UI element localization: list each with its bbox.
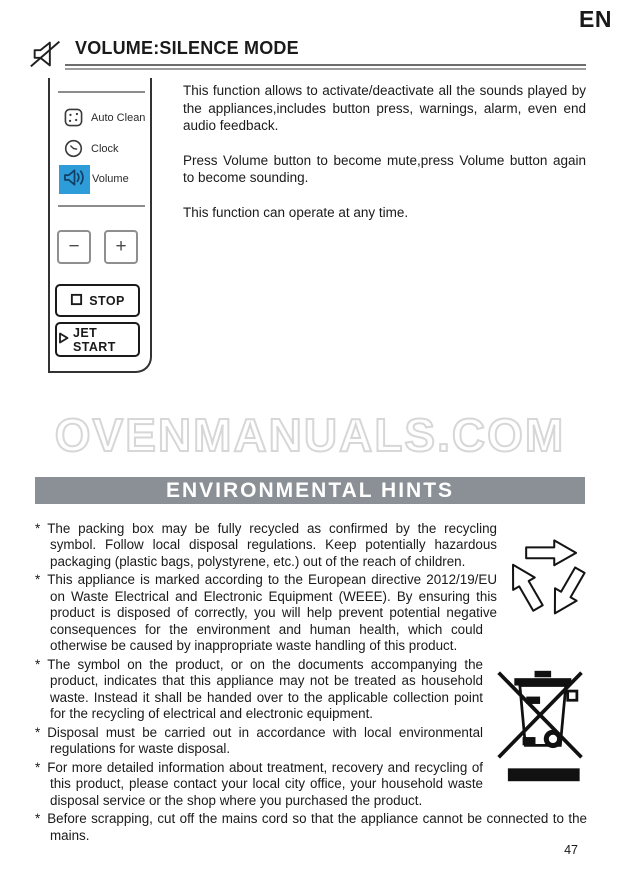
hint-item [35,811,587,844]
panel-divider [58,91,145,93]
stop-square-icon [70,293,83,309]
environmental-hints-header: ENVIRONMENTAL HINTS [35,477,585,504]
mute-speaker-icon [28,38,66,75]
hint-bullet: * [35,724,41,740]
watermark: OVENMANUALS.COM [54,409,566,461]
hint-bullet: * [35,759,41,775]
page-title: VOLUME:SILENCE MODE [75,38,299,58]
hint-text: Disposal must be carried out in accordance with local environmental regulations for waste disposal. [47,724,483,757]
hint-text: The packing box may be fully recycled as confirmed by the recycling symbol. Follow local disposal regulations. Keep potentially hazardous packaging (plastic bags, polystyrene, etc.) out of the reach of children. [47,521,497,569]
plus-button [104,230,138,264]
minus-glyph: − [68,236,80,257]
page-number: 47 [564,843,578,857]
hint-bullet: * [35,572,41,588]
intro-text [183,82,586,238]
menu-label-auto-clean: Auto Clean [91,112,146,124]
auto-clean-dots-icon [64,108,83,132]
speaker-volume-icon [62,166,87,194]
volume-highlight [59,165,90,194]
stop-button [55,284,140,317]
environmental-hints-body [35,521,587,846]
hint-text: Before scrapping, cut off the mains cord so that the appliance cannot be connected to the mains. [47,811,587,843]
stop-label: STOP [89,293,125,308]
crossed-out-wheeled-bin-icon [495,656,587,790]
title-underline-2 [65,68,586,70]
hint-item [35,572,587,654]
plus-glyph: + [115,236,127,257]
hint-text: This appliance is marked according to the European directive 2012/19/EU on Waste Electrical and Electronic Equipment (WEEE). By ensuring this product is disposed of correctly, you will help prevent potential negative consequences for the environment and human health, which could otherwise be caused by inappropriate waste handling of this product. [47,572,497,654]
intro-paragraph: This function can operate at any time. [183,204,409,220]
hint-text: The symbol on the product, or on the documents accompanying the product, indicates that this appliance may not be treated as household waste. Instead it shall be handed over to the applicable collection point for the recycling of electrical and electronic equipment. [47,656,483,722]
title-underline [65,64,586,66]
clock-icon [64,139,83,163]
jet-start-button [55,322,140,357]
hint-bullet: * [35,521,41,536]
minus-button [57,230,91,264]
hint-bullet: * [35,656,41,672]
hint-text: For more detailed information about treatment, recovery and recycling of this product, please contact your local city office, your household waste disposal service or the shop where you purchased the product. [47,759,483,808]
menu-label-volume: Volume [92,173,129,185]
intro-paragraph: This function allows to activate/deactivate all the sounds played by the appliances,includes button press, warnings, alarm, even end audio feedback. [183,83,586,134]
panel-divider [58,205,145,207]
language-badge: EN [579,6,612,32]
hint-bullet: * [35,811,41,827]
intro-paragraph: Press Volume button to become mute,press Volume button again to become sounding. [183,152,586,186]
control-panel-illustration [48,78,152,373]
recycling-arrows-icon [509,531,587,628]
hint-item [35,521,587,570]
jet-start-label: JET START [73,325,116,354]
menu-label-clock: Clock [91,143,119,155]
play-triangle-icon [57,331,70,348]
